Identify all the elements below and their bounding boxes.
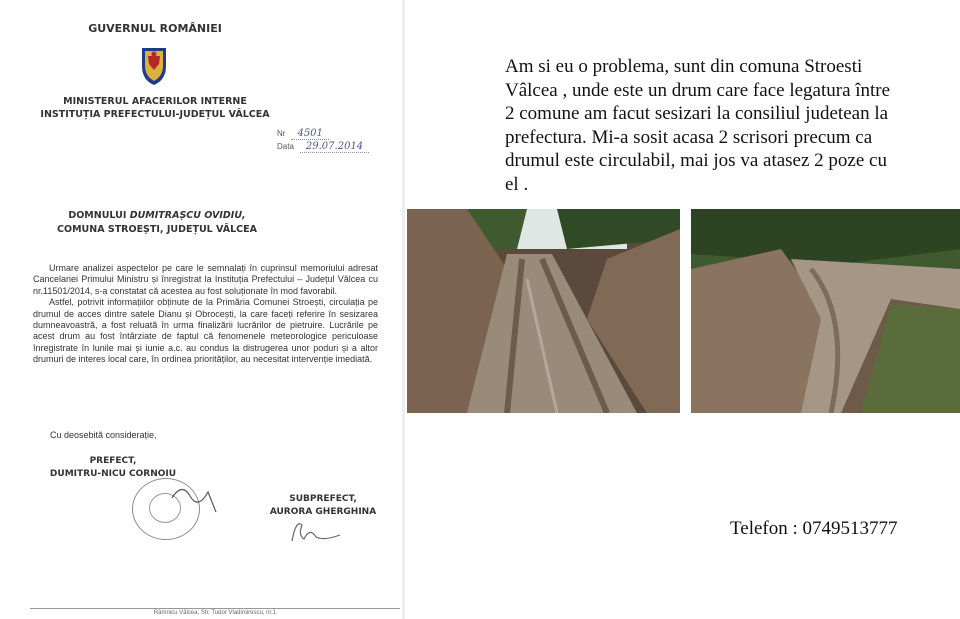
letter-body	[33, 263, 378, 366]
letter-paragraph-2: Astfel, potrivit informațiilor obținute de la Primăria Comunei Stroești, circulația pe drumul de acces dintre satele Dianu și Obrocești, la care faceți referire în sesizarea dumneavoastră, a fost reluată în urma finalizării lucrărilor de pietruire. Lucrările pe acest drum au fost întârziate de faptul că fenomenele meteorologice periculoase înregistrate în lunile mai și iunie a.c. au condus la distrugerea unor poduri și a altor drumuri de interes local care, în ordinea priorităților, au necesitat intervenție imediată.	[33, 297, 378, 365]
prefect-signature-icon	[170, 478, 220, 518]
muddy-road-photo-icon	[407, 209, 680, 413]
road-photo-1	[407, 209, 680, 413]
prefect-name: DUMITRU-NICU CORNOIU	[49, 469, 177, 479]
nr-label: Nr	[277, 129, 286, 138]
subprefect-title: SUBPREFECT,	[289, 494, 357, 504]
ministry-line-2: INSTITUȚIA PREFECTULUI-JUDEȚUL VÂLCEA	[40, 109, 270, 120]
recipient-prefix: DOMNULUI	[68, 210, 127, 221]
prefect-title: PREFECT,	[89, 456, 137, 466]
data-label: Data	[277, 142, 294, 151]
data-value: 29.07.2014	[300, 141, 369, 153]
letter-ministry-header	[20, 95, 290, 121]
letter-recipient	[32, 209, 282, 237]
letter-government-header: GUVERNUL ROMÂNIEI	[88, 22, 222, 35]
ministry-line-1: MINISTERUL AFACERILOR INTERNE	[63, 96, 247, 107]
recipient-address: COMUNA STROEȘTI, JUDEȚUL VÂLCEA	[57, 224, 257, 235]
nr-value: 4501	[291, 128, 328, 140]
road-photo-2	[691, 209, 960, 413]
post-text: Am si eu o problema, sunt din comuna Stroesti Vâlcea , unde este un drum care face legatura între 2 comune am facut sesizari la consiliul judetean la prefectura. Mi-a sosit acasa 2 scrisori precum ca drumul este circulabil, mai jos va atasez 2 poze cu el .	[505, 56, 891, 195]
official-letter	[0, 0, 405, 619]
romania-coat-of-arms-icon	[138, 44, 170, 86]
subprefect-signature-icon	[280, 515, 350, 545]
muddy-road-bend-photo-icon	[691, 209, 960, 413]
letter-edge	[402, 0, 405, 619]
prefect-signature-block	[33, 455, 193, 481]
letter-paragraph-1: Urmare analizei aspectelor pe care le semnalați în cuprinsul memoriului adresat Cancelariei Primului Ministru și înregistrat la Instituția Prefectului – Județul Vâlcea cu nr.11501/2014, s-a constatat că acestea au fost soluționate în mod favorabil.	[33, 263, 378, 296]
footer-divider	[30, 608, 400, 609]
letter-closing: Cu deosebită considerație,	[50, 430, 157, 440]
phone-number: Telefon : 0749513777	[730, 518, 898, 539]
registration-number-block	[277, 128, 369, 154]
recipient-name: DUMITRAȘCU OVIDIU,	[129, 210, 246, 221]
subprefect-name: AURORA GHERGHINA	[269, 507, 377, 517]
letter-footer-address: Râmnicu Vâlcea, Str. Tudor Vladimirescu, nr.1	[153, 610, 277, 616]
